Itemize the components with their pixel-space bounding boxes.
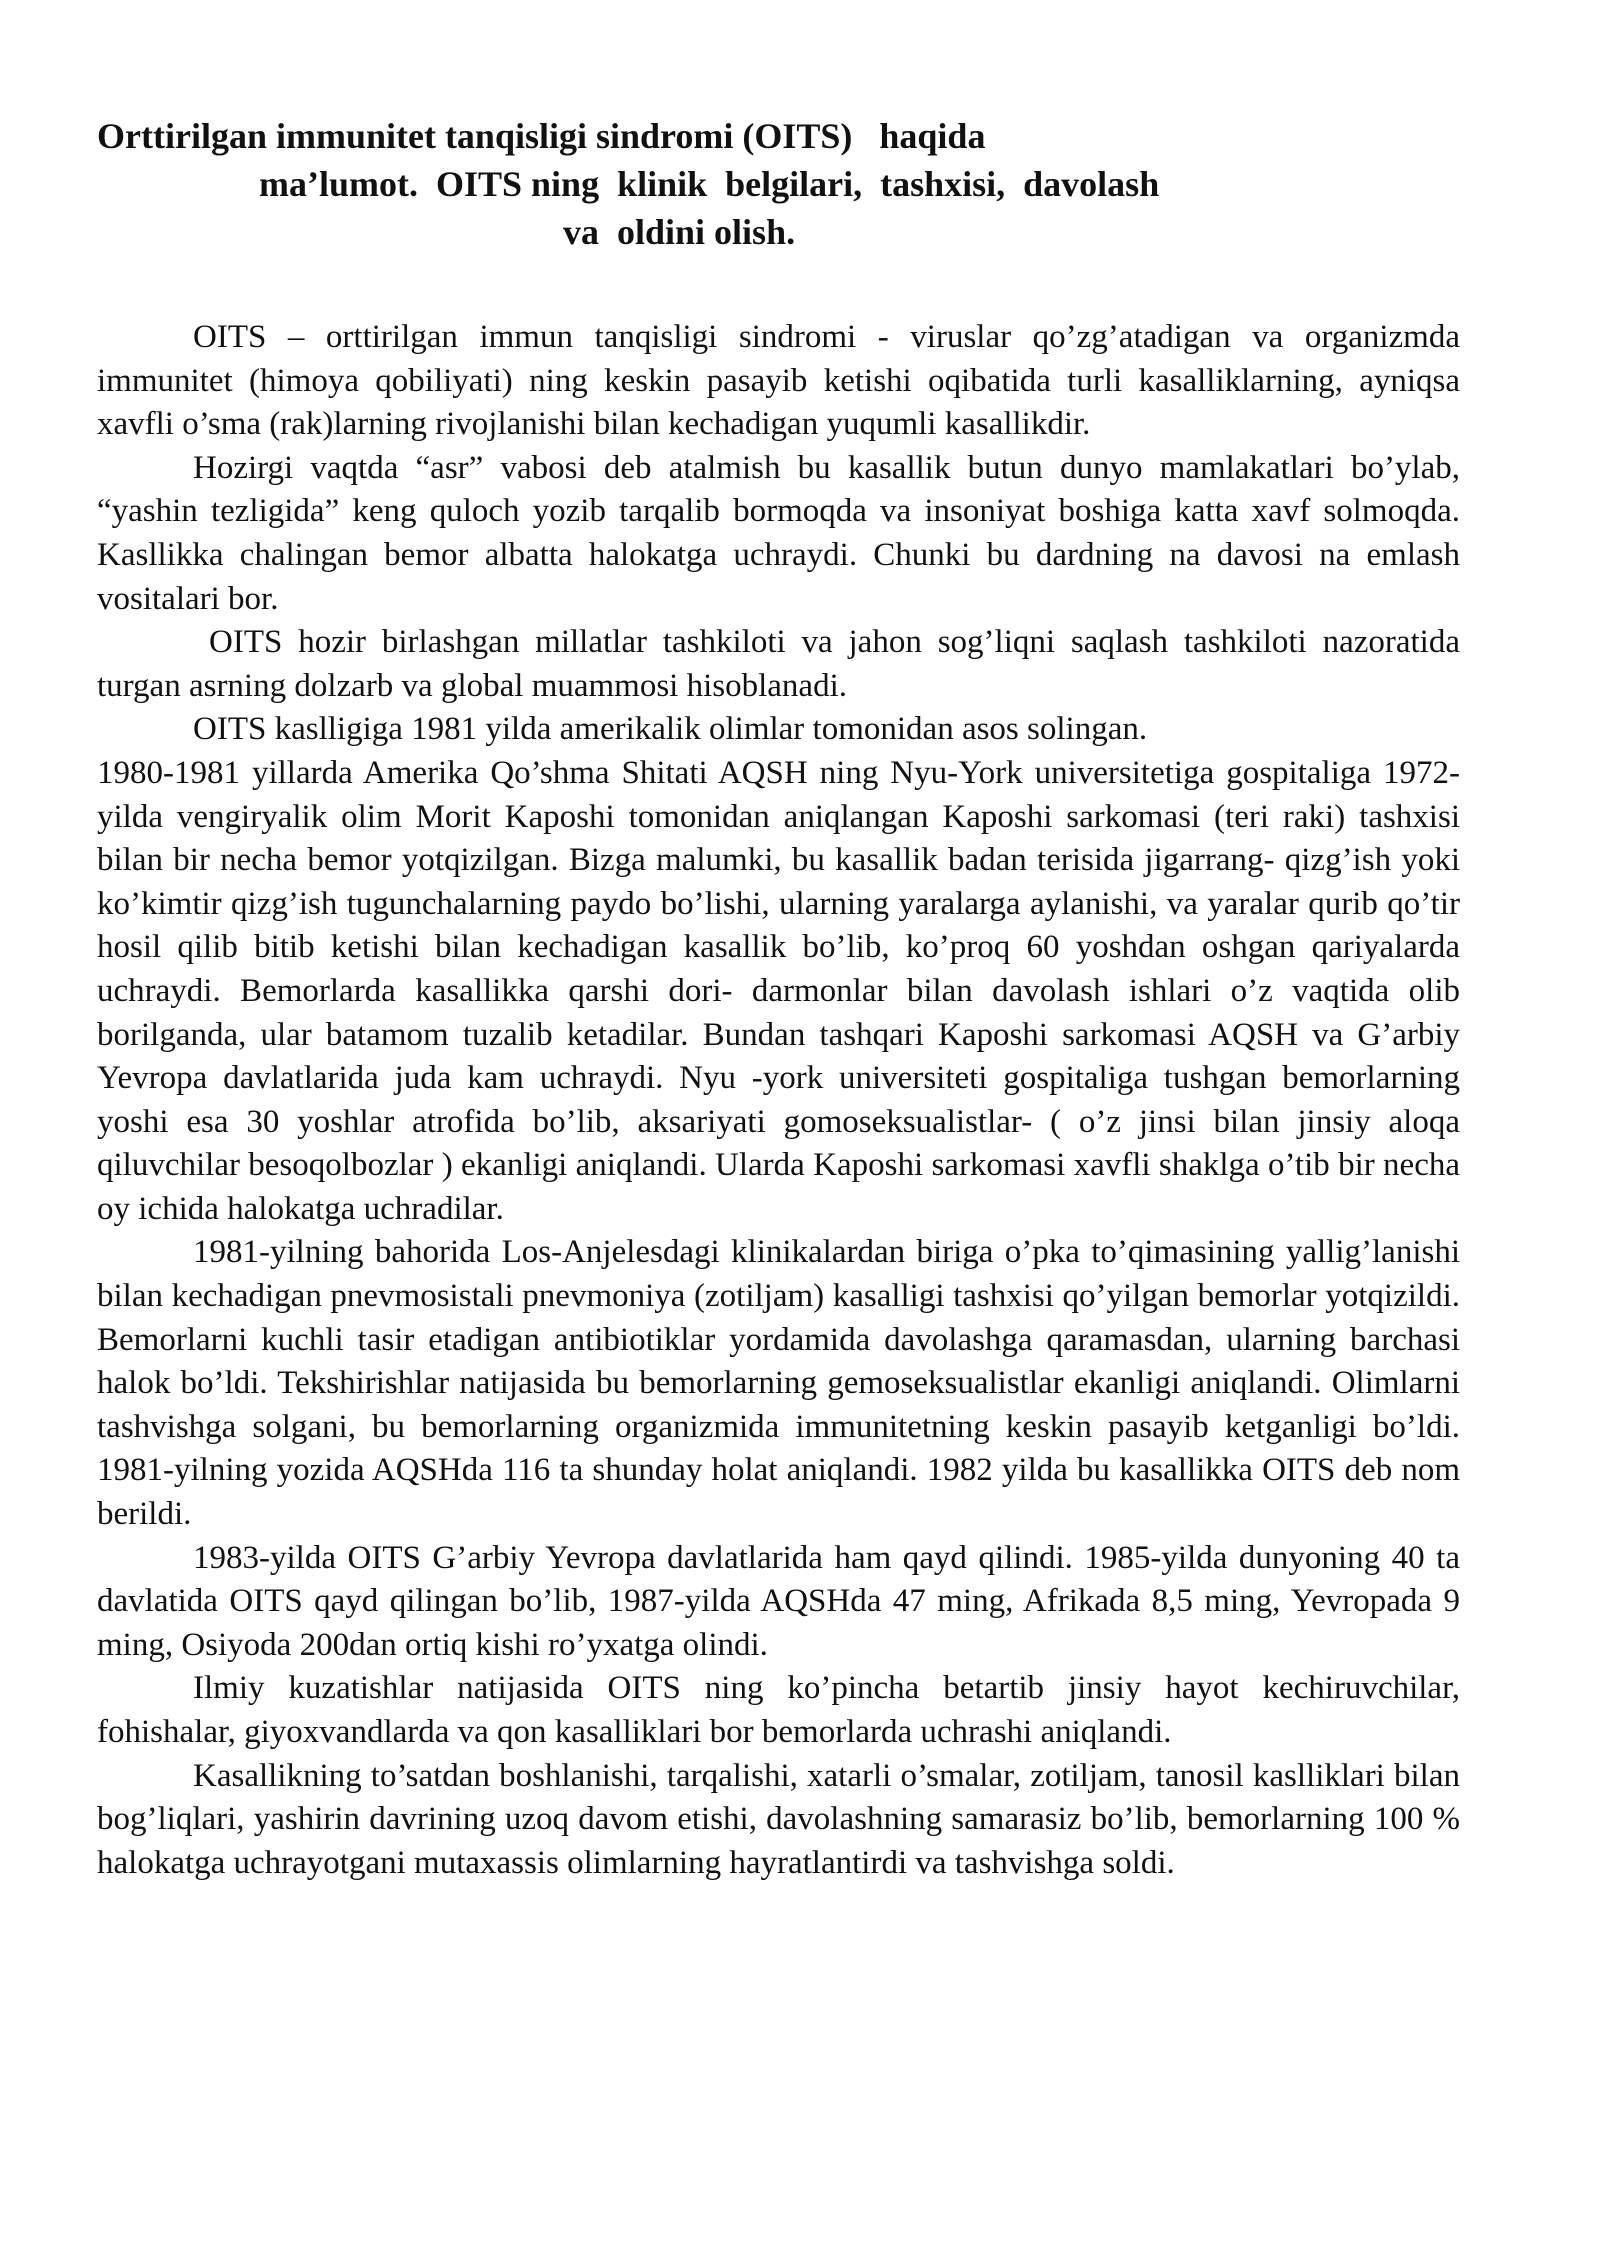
title-line-1: Orttirilgan immunitet tanqisligi sindromi (OITS) haqida — [97, 116, 986, 156]
paragraph-epidemic: Hozirgi vaqtda “asr” vabosi deb atalmish bu kasallik butun dunyo mamlakatlari bo’ylab, “yashin tezligida” keng quloch yozib tarqalib bormoqda va insoniyat boshiga katta xavf solmoqda. Kasllikka chalingan bemor albatta halokatga uchraydi. Chunki bu dardning na davosi na emlash vositalari bor. — [97, 449, 1460, 617]
paragraph-spread-statistics: 1983-yilda OITS G’arbiy Yevropa davlatlarida ham qayd qilindi. 1985-yilda dunyoning 40 ta davlatida OITS qayd qilingan bo’lib, 1987-yilda AQSHda 47 ming, Afrikada 8,5 ming, Yevropada 9 ming, Osiyoda 200dan ortiq kishi ro’yxatga olindi. — [97, 1539, 1460, 1663]
title-line-2: ma’lumot. OITS ning klinik belgilari, tashxisi, davolash — [259, 164, 1160, 204]
paragraph-conclusion: Kasallikning to’satdan boshlanishi, tarqalishi, xatarli o’smalar, zotiljam, tanosil kaslliklari bilan bog’liqlari, yashirin davrining uzoq davom etishi, davolashning samarasiz bo’lib, bemorlarning 100 % halokatga uchrayotgani mutaxassis olimlarning hayratlantirdi va tashvishga soldi. — [97, 1757, 1460, 1881]
title-line-3: va oldini olish. — [563, 212, 796, 252]
paragraph-discovery: OITS kaslligiga 1981 yilda amerikalik olimlar tomonidan asos solingan. — [193, 711, 1148, 748]
paragraph-kaposi-sarcoma: 1980-1981 yillarda Amerika Qo’shma Shitati AQSH ning Nyu-York universitetiga gospitaliga 1972- yilda vengiryalik olim Morit Kaposhi tomonidan aniqlangan Kaposhi sarkomasi (teri raki) tashxisi bilan bir necha bemor yotqizilgan. Bizga malumki, bu kasallik badan terisida jigarrang- qizg’ish yoki ko’kimtir qizg’ish tugunchalarning paydo bo’lishi, ularning yaralarga aylanishi, va yaralar qurib qo’tir hosil qilib bitib ketishi bilan kechadigan kasallik bo’lib, ko’proq 60 yoshdan oshgan qariyalarda uchraydi. Bemorlarda kasallikka qarshi dori- darmonlar bilan davolash ishlari o’z vaqtida olib borilganda, ular batamom tuzalib ketadilar. Bundan tashqari Kaposhi sarkomasi AQSH va G’arbiy Yevropa davlatlarida juda kam uchraydi. Nyu -york universiteti gospitaliga tushgan bemorlarning yoshi esa 30 yoshlar atrofida bo’lib, aksariyati gomoseksualistlar- ( o’z jinsi bilan jinsiy aloqa qiluvchilar besoqolbozlar ) ekanligi aniqlandi. Ularda Kaposhi sarkomasi xavfli shaklga o’tib bir necha oy ichida halokatga uchradilar. — [97, 754, 1460, 1227]
paragraph-los-angeles: 1981-yilning bahorida Los-Anjelesdagi klinikalardan biriga o’pka to’qimasining yallig’lanishi bilan kechadigan pnevmosistali pnevmoniya (zotiljam) kasalligi tashxisi qo’yilgan bemorlar yotqizildi. Bemorlarni kuchli tasir etadigan antibiotiklar yordamida davolashga qaramasdan, ularning barchasi halok bo’ldi. Tekshirishlar natijasida bu bemorlarning gemoseksualistlar ekanligi aniqlandi. Olimlarni tashvishga solgani, bu bemorlarning organizmida immunitetning keskin pasayib ketganligi bo’ldi. 1981-yilning yozida AQSHda 116 ta shunday holat aniqlandi. 1982 yilda bu kasallikka OITS deb nom berildi. — [97, 1234, 1460, 1533]
paragraph-global-problem: OITS hozir birlashgan millatlar tashkiloti va jahon sog’liqni saqlash tashkiloti nazoratida turgan asrning dolzarb va global muammosi hisoblanadi. — [97, 624, 1460, 704]
paragraph-definition: OITS – orttirilgan immun tanqisligi sindromi - viruslar qo’zg’atadigan va organizmda immunitet (himoya qobiliyati) ning keskin pasayib ketishi oqibatida turli kasalliklarning, ayniqsa xavfli o’sma (rak)larning rivojlanishi bilan kechadigan yuqumli kasallikdir. — [97, 319, 1460, 443]
document-body — [97, 316, 1460, 1885]
document-page — [97, 112, 1460, 1885]
document-title — [97, 112, 1460, 256]
paragraph-risk-groups: Ilmiy kuzatishlar natijasida OITS ning ko’pincha betartib jinsiy hayot kechiruvchilar, fohishalar, giyoxvandlarda va qon kasalliklari bor bemorlarda uchrashi aniqlandi. — [97, 1670, 1460, 1750]
